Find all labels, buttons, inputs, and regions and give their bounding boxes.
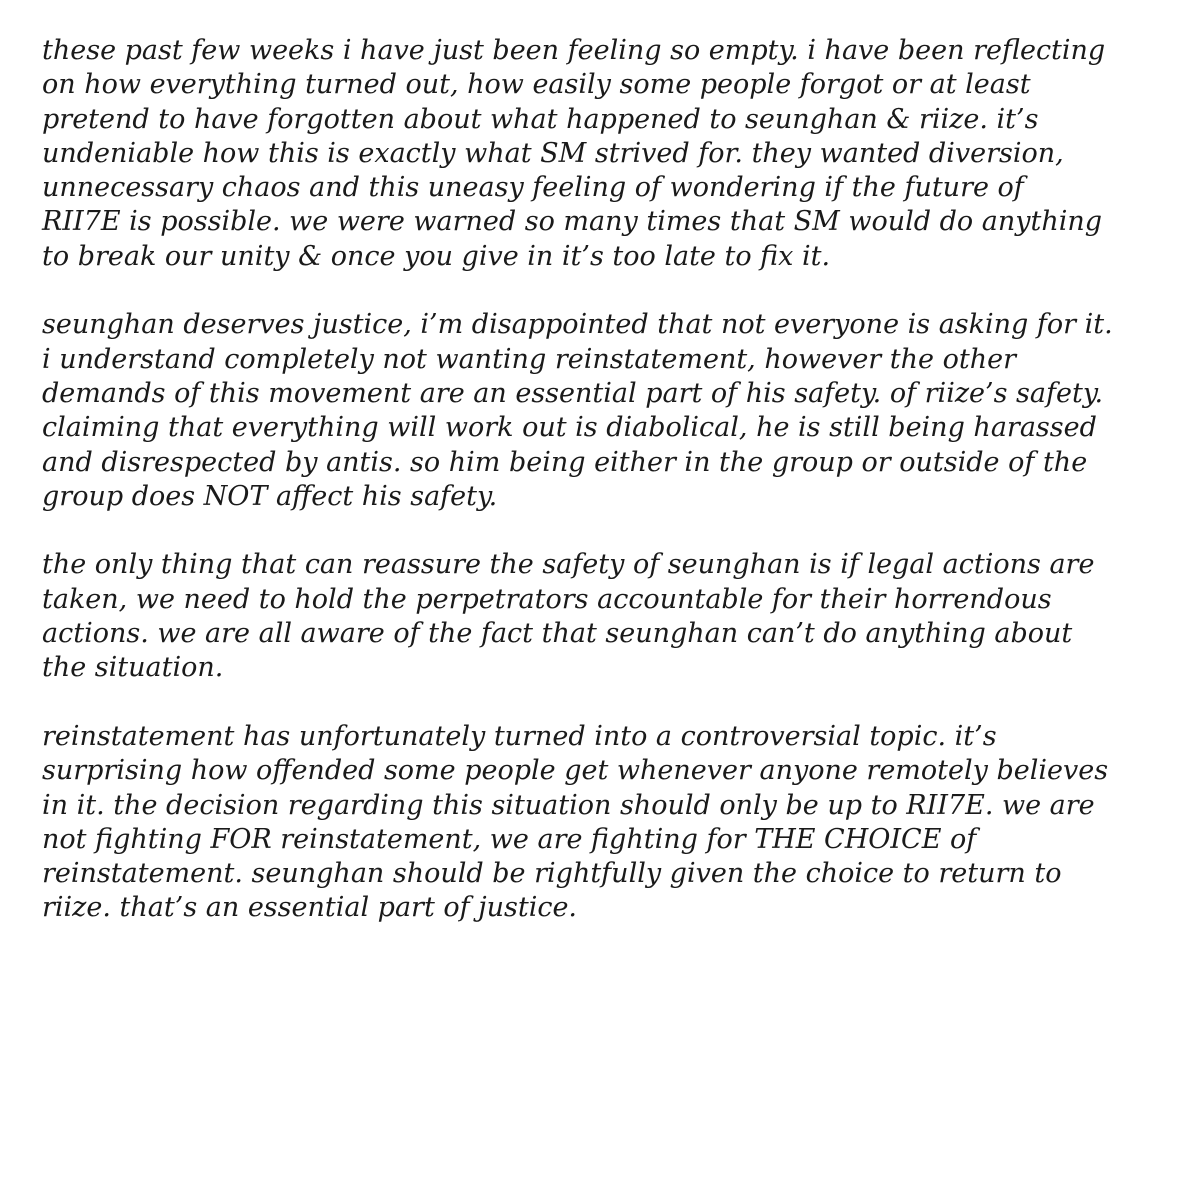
paragraph-3 [42,548,1172,685]
text-line: on how everything turned out, how easily some people forgot or at least [42,69,1031,101]
text-line: riize. that’s an essential part of justice. [42,892,578,924]
text-line: the situation. [42,652,224,684]
text-line: the only thing that can reassure the safety of seunghan is if legal actions are [42,549,1095,581]
text-line: pretend to have forgotten about what happened to seunghan & riize. it’s [42,103,1039,135]
text-line: taken, we need to hold the perpetrators accountable for their horrendous [42,583,1052,615]
text-line: group does NOT affect his safety. [42,480,498,512]
paragraph-1 [42,34,1172,274]
text-line: reinstatement. seunghan should be rightfully given the choice to return to [42,858,1062,890]
text-line: these past few weeks i have just been feeling so empty. i have been reflecting [42,35,1106,66]
text-line: RII7E is possible. we were warned so many times that SM would do anything [42,206,1103,238]
text-line: i understand completely not wanting reinstatement, however the other [42,343,1016,375]
text-line: demands of this movement are an essential part of his safety. of riize’s safety. [42,377,1104,409]
text-line: and disrespected by antis. so him being either in the group or outside of the [42,446,1088,478]
paragraph-2 [42,308,1172,514]
document-body [42,34,1172,960]
text-line: seunghan deserves justice, i’m disappointed that not everyone is asking for it. [42,309,1113,341]
text-line: surprising how offended some people get whenever anyone remotely believes [42,755,1109,787]
text-line: actions. we are all aware of the fact that seunghan can’t do anything about [42,618,1073,650]
text-line: to break our unity & once you give in it’s too late to fix it. [42,240,831,272]
text-line: in it. the decision regarding this situation should only be up to RII7E. we are [42,789,1095,821]
text-line: undeniable how this is exactly what SM strived for. they wanted diversion, [42,137,1064,169]
text-line: unnecessary chaos and this uneasy feeling of wondering if the future of [42,172,1024,204]
text-line: not fighting FOR reinstatement, we are fighting for THE CHOICE of [42,823,977,855]
text-line: reinstatement has unfortunately turned into a controversial topic. it’s [42,720,997,752]
text-line: claiming that everything will work out is diabolical, he is still being harassed [42,412,1097,444]
paragraph-4 [42,720,1172,926]
